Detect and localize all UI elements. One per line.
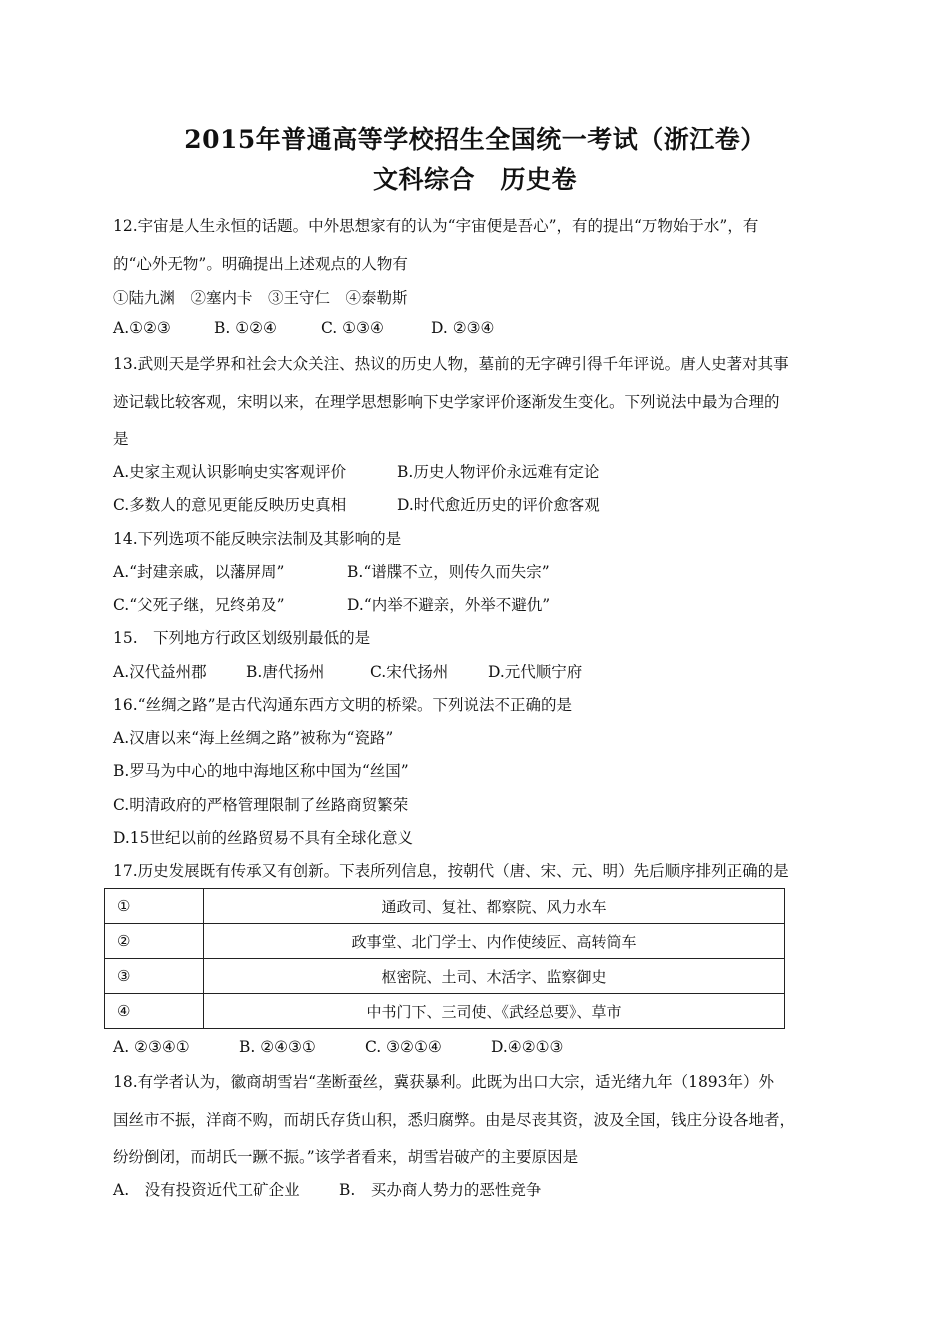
q14-option-d: D.“内举不避亲，外举不避仇”	[347, 596, 551, 614]
q17-table	[104, 888, 785, 1029]
table-cell-content: 枢密院、土司、木活字、监察御史	[204, 959, 785, 994]
q18-options	[113, 1178, 541, 1200]
q15-option-d: D.元代顺宁府	[488, 663, 583, 681]
table-cell-index: ②	[105, 924, 204, 959]
table-row	[105, 959, 785, 994]
table-row	[105, 994, 785, 1029]
q13-options-row2	[113, 493, 600, 515]
q13-option-d: D.时代愈近历史的评价愈客观	[397, 496, 600, 514]
q18-option-a: A. 没有投资近代工矿企业	[113, 1181, 300, 1199]
q13-option-b: B.历史人物评价永远难有定论	[397, 463, 600, 481]
q13-option-a: A.史家主观认识影响史实客观评价	[113, 463, 347, 481]
q13-options-row1	[113, 460, 599, 482]
q17-stem: 17.历史发展既有传承又有创新。下表所列信息，按朝代（唐、宋、元、明）先后顺序排列正确的是	[113, 862, 789, 880]
q18-stem-line2: 国丝市不振，洋商不购，而胡氏存货山积，悉归腐弊。由是尽丧其资，波及全国，钱庄分设各地者，	[113, 1111, 796, 1129]
q17-option-d: D.④②①③	[491, 1038, 564, 1056]
q18-option-b: B. 买办商人势力的恶性竞争	[339, 1181, 542, 1199]
q12-option-c: C. ①③④	[321, 319, 384, 337]
q13-stem-line3: 是	[113, 430, 129, 448]
q15-option-a: A.汉代益州郡	[113, 663, 207, 681]
q12-option-d: D. ②③④	[431, 319, 495, 337]
table-row	[105, 924, 785, 959]
q16-option-b: B.罗马为中心的地中海地区称中国为“丝国”	[113, 762, 409, 780]
q18-stem-line3: 纷纷倒闭，而胡氏一蹶不振。”该学者看来，胡雪岩破产的主要原因是	[113, 1148, 579, 1166]
q15-options	[113, 660, 582, 682]
q16-option-c: C.明清政府的严格管理限制了丝路商贸繁荣	[113, 796, 409, 814]
exam-subtitle: 文科综合 历史卷	[372, 165, 577, 194]
table-cell-content: 政事堂、北门学士、内作使绫匠、高转筒车	[204, 924, 785, 959]
q12-option-a: A.①②③	[113, 319, 171, 337]
q17-options	[113, 1038, 563, 1056]
table-cell-index: ④	[105, 994, 204, 1029]
table-row	[105, 889, 785, 924]
q14-option-b: B.“谱牒不立，则传久而失宗”	[347, 563, 550, 581]
q14-option-c: C.“父死子继，兄终弟及”	[113, 596, 285, 614]
table-cell-content: 通政司、复社、都察院、风力水车	[204, 889, 785, 924]
q12-stem-line1: 12.宇宙是人生永恒的话题。中外思想家有的认为“宇宙便是吾心”，有的提出“万物始于水”，有	[113, 217, 759, 235]
q16-stem: 16.“丝绸之路”是古代沟通东西方文明的桥梁。下列说法不正确的是	[113, 696, 573, 714]
q15-stem: 15. 下列地方行政区划级别最低的是	[113, 629, 371, 647]
q16-option-d: D.15世纪以前的丝路贸易不具有全球化意义	[113, 829, 414, 847]
table-cell-index: ③	[105, 959, 204, 994]
q15-option-c: C.宋代扬州	[370, 663, 449, 681]
q14-options-row2	[113, 593, 550, 615]
q14-options-row1	[113, 560, 550, 582]
q14-stem: 14.下列选项不能反映宗法制及其影响的是	[113, 530, 402, 548]
q12-stem-line2: 的“心外无物”。明确提出上述观点的人物有	[113, 255, 408, 273]
q13-option-c: C.多数人的意见更能反映历史真相	[113, 496, 347, 514]
q17-option-b: B. ②④③①	[239, 1038, 316, 1056]
q16-option-a: A.汉唐以来“海上丝绸之路”被称为“瓷路”	[113, 729, 394, 747]
table-cell-index: ①	[105, 889, 204, 924]
q12-items: ①陆九渊 ②塞内卡 ③王守仁 ④泰勒斯	[113, 289, 408, 307]
q14-option-a: A.“封建亲戚，以藩屏周”	[113, 563, 285, 581]
table-cell-content: 中书门下、三司使、《武经总要》、草市	[204, 994, 785, 1029]
q15-option-b: B.唐代扬州	[246, 663, 325, 681]
q18-stem-line1: 18.有学者认为，徽商胡雪岩“垄断蚕丝，冀获暴利。此既为出口大宗，适光绪九年（1893年）外	[113, 1073, 775, 1091]
q13-stem-line1: 13.武则天是学界和社会大众关注、热议的历史人物，墓前的无字碑引得千年评说。唐人史著对其事	[113, 355, 789, 373]
q12-options	[113, 319, 494, 337]
exam-title: 2015年普通高等学校招生全国统一考试（浙江卷）	[184, 125, 766, 154]
q17-option-c: C. ③②①④	[365, 1038, 442, 1056]
q17-option-a: A. ②③④①	[113, 1038, 190, 1056]
q13-stem-line2: 迹记载比较客观，宋明以来，在理学思想影响下史学家评价逐渐发生变化。下列说法中最为合理的	[113, 393, 780, 411]
q12-option-b: B. ①②④	[214, 319, 277, 337]
